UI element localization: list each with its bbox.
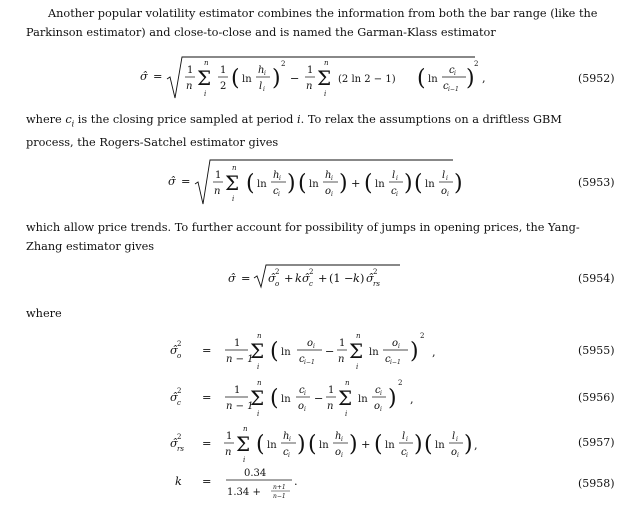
svg-text:i: i [396,191,398,198]
paragraph-where: where [26,307,62,320]
svg-text:): ) [339,171,348,196]
svg-text:c: c [299,354,305,365]
svg-text:−: − [314,392,324,405]
equation-sigma-rs [170,420,490,466]
svg-text:(: ( [364,171,373,196]
svg-text:σ̂: σ̂ [302,272,310,285]
svg-text:1: 1 [220,65,227,76]
svg-text:): ) [414,432,423,457]
svg-text:n − 1: n − 1 [226,354,254,365]
svg-text:ln: ln [267,440,277,451]
svg-text:o: o [335,447,342,458]
svg-text:i: i [232,195,235,203]
svg-text:): ) [388,386,397,411]
svg-text:+: + [284,272,294,285]
svg-text:2: 2 [309,268,314,276]
svg-text:i: i [263,86,265,93]
svg-text:n: n [306,81,313,92]
equation-yang-zhang [228,262,408,290]
svg-text:o: o [451,447,458,458]
svg-text:o: o [441,186,448,197]
svg-text:i−1: i−1 [304,359,315,366]
svg-text:ln: ln [369,347,379,358]
svg-text:l: l [442,170,446,181]
svg-text:(: ( [256,432,265,457]
svg-text:o: o [307,338,314,349]
svg-text:i: i [264,70,266,77]
svg-text:h: h [273,170,280,181]
svg-text:n: n [232,164,237,172]
svg-text:ln: ln [375,179,385,190]
svg-text:(2 ln 2 − 1): (2 ln 2 − 1) [338,74,396,85]
svg-text:c: c [299,385,305,396]
equation-number-5954: (5954) [578,272,615,285]
svg-text:Σ: Σ [236,432,251,456]
svg-text:=: = [202,344,212,357]
svg-text:): ) [466,66,475,91]
svg-text:ln: ln [309,179,319,190]
svg-text:=: = [202,437,212,450]
svg-text:i: i [356,363,359,371]
svg-text:i: i [289,436,291,443]
svg-text:c: c [449,65,455,76]
svg-text:ln: ln [281,394,291,405]
svg-text:=: = [202,475,212,488]
svg-text:1: 1 [226,431,233,442]
svg-text:σ̂: σ̂ [228,272,236,285]
svg-text:σ̂: σ̂ [366,272,374,285]
svg-text:c: c [177,399,181,407]
svg-text:2: 2 [177,340,182,348]
svg-text:): ) [287,171,296,196]
svg-text:n: n [225,447,232,458]
svg-text:c: c [391,186,397,197]
svg-text:o: o [374,401,381,412]
svg-text:n+1: n+1 [273,484,286,491]
svg-text:,: , [432,346,436,359]
svg-text:n: n [327,401,334,412]
svg-text:Σ: Σ [338,386,353,410]
svg-text:σ̂: σ̂ [168,175,176,188]
svg-text:i: i [380,406,382,413]
equation-number-5953: (5953) [578,176,615,189]
equation-k [170,462,330,504]
svg-text:=: = [153,70,163,83]
svg-text:): ) [272,66,281,91]
svg-text:ln: ln [428,74,438,85]
svg-text:c: c [401,447,407,458]
svg-text:i: i [446,175,448,182]
svg-text:i: i [204,90,207,98]
equation-sigma-o [170,326,460,374]
svg-text:,: , [410,393,414,406]
svg-text:i: i [380,390,382,397]
svg-text:ln: ln [358,394,368,405]
svg-text:ln: ln [435,440,445,451]
svg-text:2: 2 [373,268,378,276]
svg-text:ln: ln [425,179,435,190]
svg-text:): ) [360,272,365,285]
svg-text:Σ: Σ [225,171,240,195]
svg-text:i: i [331,175,333,182]
svg-text:n: n [257,379,262,387]
svg-text:Σ: Σ [250,339,265,363]
svg-text:i: i [278,191,280,198]
svg-text:Σ: Σ [317,66,332,90]
svg-text:2: 2 [177,433,182,441]
svg-text:(: ( [231,66,240,91]
svg-text:i: i [341,452,343,459]
svg-text:0.34: 0.34 [244,468,267,479]
svg-text:i: i [345,410,348,418]
svg-text:1: 1 [339,338,346,349]
svg-text:h: h [325,170,332,181]
svg-text:1: 1 [215,170,222,181]
svg-text:i: i [313,343,315,350]
equation-number-5955: (5955) [578,344,615,357]
svg-text:n−1: n−1 [273,493,286,500]
svg-text:): ) [349,432,358,457]
svg-text:(: ( [374,432,383,457]
svg-text:i: i [288,452,290,459]
svg-text:ln: ln [242,74,252,85]
svg-text:σ̂: σ̂ [170,344,178,357]
svg-text:i: i [279,175,281,182]
svg-text:1.34 +: 1.34 + [227,487,261,498]
paragraph-intro: Another popular volatility estimator combines the information from both the bar range (like the Parkinson estimator) and close-to-close and is named the Garman-Klass estimator [26,7,598,39]
equation-number-5957: (5957) [578,436,615,449]
svg-text:(: ( [270,339,279,364]
svg-text:2: 2 [275,268,280,276]
svg-text:): ) [454,171,463,196]
svg-text:2: 2 [281,60,286,68]
svg-text:k: k [175,475,182,488]
svg-text:c: c [283,447,289,458]
equation-number-5958: (5958) [578,477,615,490]
svg-text:n: n [257,332,262,340]
svg-text:.: . [294,475,298,488]
svg-text:(: ( [308,432,317,457]
svg-text:): ) [404,171,413,196]
svg-text:i: i [454,70,456,77]
equation-rogers-satchel [168,156,463,206]
svg-text:1: 1 [307,65,314,76]
svg-text:σ̂: σ̂ [170,391,178,404]
svg-text:c: c [375,385,381,396]
svg-text:i: i [243,456,246,464]
svg-text:h: h [335,431,342,442]
svg-text:ln: ln [281,347,291,358]
svg-text:=: = [181,175,191,188]
equation-number-5952: (5952) [578,72,615,85]
svg-text:+: + [361,438,371,451]
svg-text:i: i [456,436,458,443]
svg-text:h: h [258,65,265,76]
svg-text:i: i [447,191,449,198]
svg-text:l: l [402,431,406,442]
svg-text:): ) [297,432,306,457]
comma: , [482,72,486,85]
svg-text:(: ( [414,171,423,196]
svg-text:i: i [406,452,408,459]
svg-text:ln: ln [385,440,395,451]
svg-text:i: i [304,390,306,397]
svg-text:(: ( [417,66,426,91]
svg-text:l: l [259,81,263,92]
svg-text:n: n [345,379,350,387]
svg-text:i: i [324,90,327,98]
svg-text:(1 −: (1 − [329,272,354,285]
svg-text:+: + [318,272,328,285]
svg-text:2: 2 [420,332,425,340]
svg-text:c: c [273,186,279,197]
svg-text:2: 2 [474,60,479,68]
svg-text:rs: rs [177,445,184,453]
svg-text:1: 1 [187,65,194,76]
svg-text:l: l [392,170,396,181]
svg-text:=: = [202,391,212,404]
svg-text:Σ: Σ [197,66,212,90]
svg-text:σ̂: σ̂ [170,437,178,450]
svg-text:2: 2 [220,81,227,92]
svg-text:i: i [341,436,343,443]
svg-text:ln: ln [257,179,267,190]
svg-text:−: − [290,72,300,85]
equation-sigma-c [170,374,460,420]
svg-text:n: n [338,354,345,365]
svg-text:=: = [241,272,251,285]
svg-text:i: i [396,175,398,182]
svg-text:n: n [324,59,329,67]
svg-text:i−1: i−1 [390,359,401,366]
svg-text:n: n [214,186,221,197]
svg-text:o: o [177,352,182,360]
svg-text:k: k [295,272,302,285]
svg-text:o: o [275,280,280,288]
svg-text:(: ( [424,432,433,457]
svg-text:i: i [406,436,408,443]
svg-text:o: o [325,186,332,197]
svg-text:i: i [398,343,400,350]
svg-text:c: c [443,81,449,92]
svg-text:i: i [257,363,260,371]
svg-text:2: 2 [177,387,182,395]
svg-text:Σ: Σ [250,386,265,410]
svg-text:i: i [331,191,333,198]
svg-text:i: i [304,406,306,413]
svg-text:): ) [410,339,419,364]
svg-text:+: + [351,177,361,190]
equation-garman-klass [140,54,480,102]
svg-text:n: n [204,59,209,67]
svg-text:(: ( [298,171,307,196]
svg-text:i−1: i−1 [448,86,459,93]
paragraph-closing-price: where $c_i$ is the closing price sampled at period i. To relax the assumptions on a driftless GBM process, the Rogers-Satchel estimator gives [26,113,562,150]
svg-text:1: 1 [234,385,241,396]
svg-text:(: ( [246,171,255,196]
svg-text:n − 1: n − 1 [226,401,254,412]
svg-text:i: i [457,452,459,459]
svg-text:o: o [392,338,399,349]
svg-text:c: c [385,354,391,365]
svg-text:rs: rs [373,280,380,288]
svg-text:h: h [283,431,290,442]
equation-number-5956: (5956) [578,391,615,404]
svg-text:2: 2 [398,379,403,387]
svg-text:−: − [325,345,335,358]
paragraph-yang-zhang: which allow price trends. To further account for possibility of jumps in opening prices, the Yang-Zhang estimator gives [26,221,580,253]
sigma-hat: σ̂ [140,70,148,83]
svg-text:k: k [353,272,360,285]
svg-text:o: o [298,401,305,412]
svg-text:Σ: Σ [349,339,364,363]
svg-text:σ̂: σ̂ [268,272,276,285]
svg-text:l: l [452,431,456,442]
svg-text:(: ( [270,386,279,411]
svg-text:ln: ln [319,440,329,451]
svg-text:n: n [356,332,361,340]
svg-text:c: c [309,280,313,288]
svg-text:i: i [257,410,260,418]
svg-text:n: n [186,81,193,92]
svg-text:n: n [243,425,248,433]
svg-text:1: 1 [328,385,335,396]
svg-text:,: , [474,439,478,452]
svg-text:): ) [464,432,473,457]
svg-text:1: 1 [234,338,241,349]
